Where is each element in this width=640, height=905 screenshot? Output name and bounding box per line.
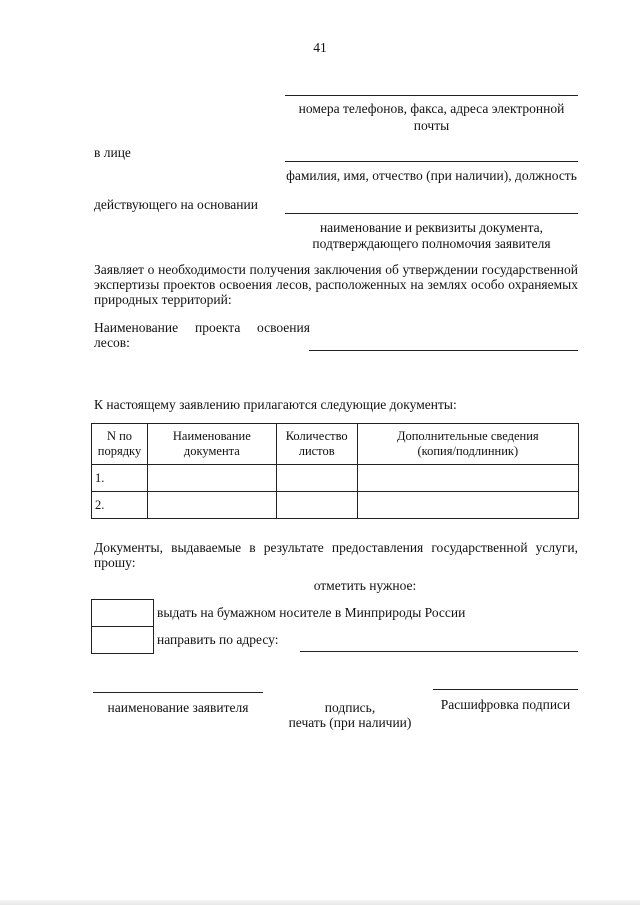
signature-caption-line2: печать (при наличии) bbox=[288, 715, 412, 730]
project-name-word1: Наименование bbox=[94, 320, 179, 335]
statement-line1: Заявляет о необходимости получения заключения об утверждении государственной bbox=[94, 262, 578, 277]
table-row bbox=[92, 465, 579, 492]
document-caption-line2: подтверждающего полномочия заявителя bbox=[312, 236, 551, 251]
applicant-name-line[interactable] bbox=[93, 692, 263, 693]
acting-basis-label: действующего на основании bbox=[94, 197, 258, 212]
decoding-line[interactable] bbox=[433, 689, 578, 690]
address-option-label: направить по адресу: bbox=[157, 632, 279, 647]
address-option-checkbox[interactable] bbox=[91, 626, 154, 654]
page-bottom-edge bbox=[0, 900, 640, 905]
project-name-line2: лесов: bbox=[94, 335, 130, 350]
signature-caption-line1: подпись, bbox=[324, 700, 376, 715]
paper-option-label: выдать на бумажном носителе в Минприроды России bbox=[157, 605, 466, 620]
row-extra-cell[interactable] bbox=[357, 492, 578, 519]
row-name-cell[interactable] bbox=[147, 492, 276, 519]
row-count-cell[interactable] bbox=[276, 492, 357, 519]
represented-by-label: в лице bbox=[94, 145, 131, 160]
table-header-row bbox=[92, 424, 579, 465]
applicant-name-caption: наименование заявителя bbox=[107, 700, 249, 715]
contacts-caption-line2: почты bbox=[413, 118, 450, 133]
contacts-field-line bbox=[285, 95, 578, 96]
row-extra-cell[interactable] bbox=[357, 465, 578, 492]
project-name-word2: проекта bbox=[195, 320, 241, 335]
header-additional-info: Дополнительные сведения (копия/подлинник) bbox=[357, 424, 578, 465]
person-caption: фамилия, имя, отчество (при наличии), должность bbox=[286, 168, 577, 183]
paper-option-checkbox[interactable] bbox=[91, 599, 154, 627]
header-number: N по порядку bbox=[92, 424, 148, 465]
statement-line2: экспертизы проектов освоения лесов, расположенных на землях особо охраняемых bbox=[94, 277, 578, 292]
document-field-line bbox=[285, 213, 578, 214]
statement-line3: природных территорий: bbox=[94, 292, 232, 307]
row-count-cell[interactable] bbox=[276, 465, 357, 492]
table-row bbox=[92, 492, 579, 519]
project-name-field-line[interactable] bbox=[309, 350, 578, 351]
decoding-caption: Расшифровка подписи bbox=[440, 697, 571, 712]
row-number-cell: 1. bbox=[92, 465, 148, 492]
documents-table bbox=[91, 423, 579, 519]
row-number-cell: 2. bbox=[92, 492, 148, 519]
page-number: 41 bbox=[313, 40, 327, 55]
header-sheet-count: Количество листов bbox=[276, 424, 357, 465]
row-name-cell[interactable] bbox=[147, 465, 276, 492]
result-docs-line2: прошу: bbox=[94, 555, 136, 570]
project-name-word3: освоения bbox=[257, 320, 310, 335]
mark-needed-label: отметить нужное: bbox=[313, 578, 417, 593]
document-caption-line1: наименование и реквизиты документа, bbox=[319, 220, 544, 235]
contacts-caption-line1: номера телефонов, факса, адреса электронной bbox=[298, 101, 565, 116]
person-field-line bbox=[285, 161, 578, 162]
attachments-intro: К настоящему заявлению прилагаются следующие документы: bbox=[94, 397, 457, 412]
header-document-name: Наименование документа bbox=[147, 424, 276, 465]
result-docs-line1: Документы, выдаваемые в результате предоставления государственной услуги, bbox=[94, 540, 578, 555]
address-field-line[interactable] bbox=[300, 651, 578, 652]
